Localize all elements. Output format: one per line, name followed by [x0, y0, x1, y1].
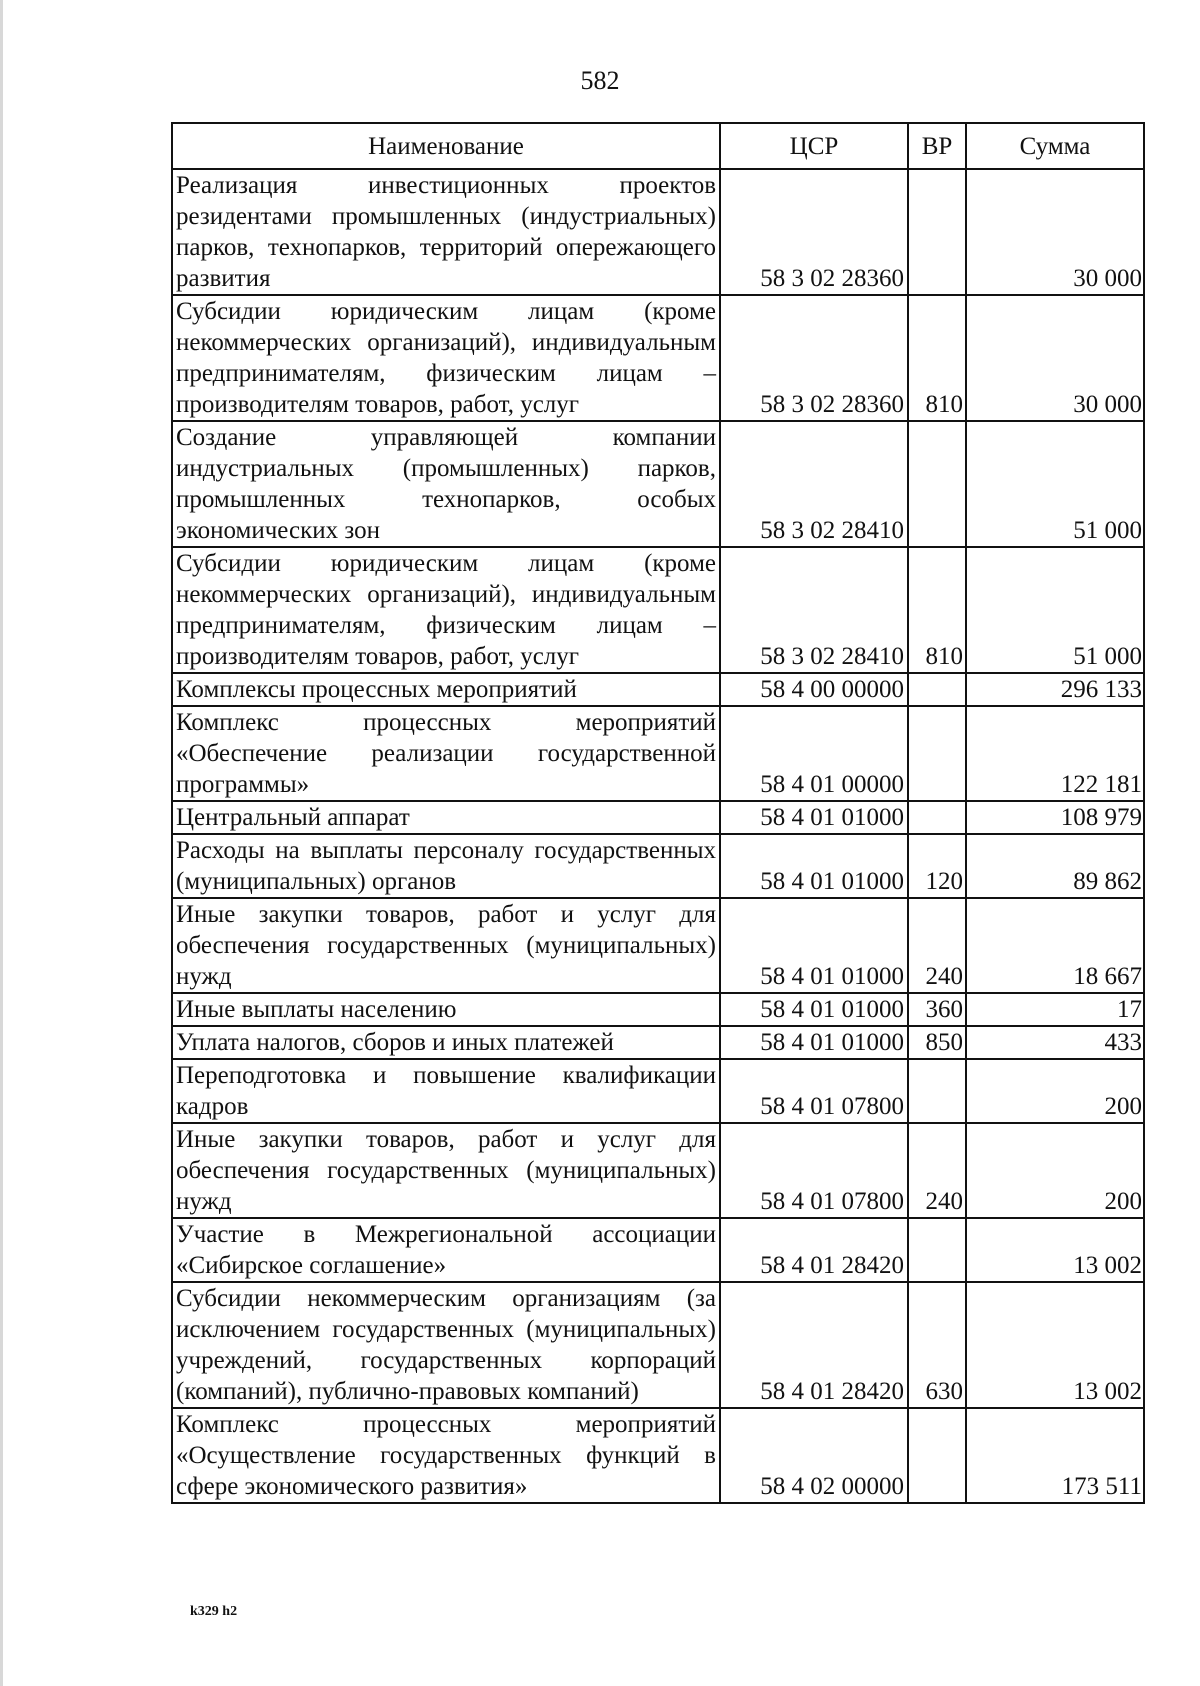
cell-name: Субсидии некоммерческим организациям (за исключением государственных (муниципальных) учреждений, государственных корпораций (компаний), публично-правовых компаний) [172, 1282, 720, 1408]
cell-sum: 108 979 [966, 801, 1144, 834]
cell-csr: 58 4 01 00000 [720, 706, 908, 801]
cell-name: Комплекс процессных мероприятий «Обеспечение реализации государственной программы» [172, 706, 720, 801]
table-row [172, 421, 1144, 547]
table-header-row [172, 123, 1144, 169]
table-row [172, 1408, 1144, 1503]
cell-csr: 58 4 01 28420 [720, 1282, 908, 1408]
cell-sum: 200 [966, 1059, 1144, 1123]
cell-vr: 240 [908, 898, 966, 993]
cell-name: Иные закупки товаров, работ и услуг для обеспечения государственных (муниципальных) нужд [172, 898, 720, 993]
cell-sum: 51 000 [966, 421, 1144, 547]
table-row [172, 898, 1144, 993]
cell-csr: 58 4 01 01000 [720, 834, 908, 898]
cell-sum: 30 000 [966, 295, 1144, 421]
table-row [172, 993, 1144, 1026]
table-row [172, 673, 1144, 706]
cell-vr: 360 [908, 993, 966, 1026]
cell-csr: 58 4 01 01000 [720, 898, 908, 993]
table-row [172, 1059, 1144, 1123]
cell-vr [908, 421, 966, 547]
cell-sum: 17 [966, 993, 1144, 1026]
table-row [172, 1282, 1144, 1408]
cell-sum: 200 [966, 1123, 1144, 1218]
cell-csr: 58 3 02 28360 [720, 295, 908, 421]
cell-vr [908, 169, 966, 295]
cell-csr: 58 3 02 28360 [720, 169, 908, 295]
cell-csr: 58 4 00 00000 [720, 673, 908, 706]
cell-sum: 30 000 [966, 169, 1144, 295]
scan-edge [0, 0, 3, 1686]
table-row [172, 1218, 1144, 1282]
budget-table [171, 122, 1145, 1504]
cell-vr: 850 [908, 1026, 966, 1059]
cell-vr: 810 [908, 547, 966, 673]
cell-name: Переподготовка и повышение квалификации кадров [172, 1059, 720, 1123]
cell-name: Субсидии юридическим лицам (кроме некоммерческих организаций), индивидуальным предпринимателям, физическим лицам – производителям товаров, работ, услуг [172, 547, 720, 673]
table-row [172, 1123, 1144, 1218]
cell-sum: 13 002 [966, 1218, 1144, 1282]
cell-vr [908, 673, 966, 706]
header-name: Наименование [172, 123, 720, 169]
cell-name: Уплата налогов, сборов и иных платежей [172, 1026, 720, 1059]
cell-name: Иные закупки товаров, работ и услуг для обеспечения государственных (муниципальных) нужд [172, 1123, 720, 1218]
cell-name: Иные выплаты населению [172, 993, 720, 1026]
cell-name: Центральный аппарат [172, 801, 720, 834]
table-row [172, 547, 1144, 673]
cell-csr: 58 4 01 01000 [720, 1026, 908, 1059]
cell-sum: 13 002 [966, 1282, 1144, 1408]
cell-csr: 58 3 02 28410 [720, 421, 908, 547]
cell-name: Реализация инвестиционных проектов резидентами промышленных (индустриальных) парков, технопарков, территорий опережающего развития [172, 169, 720, 295]
cell-vr [908, 801, 966, 834]
cell-vr: 240 [908, 1123, 966, 1218]
table-row [172, 1026, 1144, 1059]
table-row [172, 295, 1144, 421]
cell-name: Участие в Межрегиональной ассоциации «Сибирское соглашение» [172, 1218, 720, 1282]
cell-csr: 58 4 01 07800 [720, 1059, 908, 1123]
cell-sum: 433 [966, 1026, 1144, 1059]
cell-sum: 296 133 [966, 673, 1144, 706]
table-row [172, 801, 1144, 834]
cell-name: Расходы на выплаты персоналу государственных (муниципальных) органов [172, 834, 720, 898]
table-row [172, 834, 1144, 898]
cell-csr: 58 4 02 00000 [720, 1408, 908, 1503]
table-row [172, 169, 1144, 295]
table-row [172, 706, 1144, 801]
cell-vr: 810 [908, 295, 966, 421]
cell-sum: 122 181 [966, 706, 1144, 801]
cell-vr [908, 1218, 966, 1282]
budget-table-container [171, 122, 1143, 1504]
footer-code: k329 h2 [190, 1604, 238, 1619]
cell-name: Комплекс процессных мероприятий «Осуществление государственных функций в сфере экономического развития» [172, 1408, 720, 1503]
page-number: 582 [580, 66, 620, 95]
cell-sum: 18 667 [966, 898, 1144, 993]
header-vr: ВР [908, 123, 966, 169]
header-sum: Сумма [966, 123, 1144, 169]
cell-sum: 89 862 [966, 834, 1144, 898]
cell-sum: 51 000 [966, 547, 1144, 673]
cell-vr [908, 1408, 966, 1503]
cell-csr: 58 3 02 28410 [720, 547, 908, 673]
header-csr: ЦСР [720, 123, 908, 169]
cell-vr [908, 706, 966, 801]
cell-csr: 58 4 01 01000 [720, 993, 908, 1026]
cell-vr: 630 [908, 1282, 966, 1408]
cell-name: Субсидии юридическим лицам (кроме некоммерческих организаций), индивидуальным предпринимателям, физическим лицам – производителям товаров, работ, услуг [172, 295, 720, 421]
cell-csr: 58 4 01 07800 [720, 1123, 908, 1218]
cell-vr: 120 [908, 834, 966, 898]
cell-name: Комплексы процессных мероприятий [172, 673, 720, 706]
cell-csr: 58 4 01 28420 [720, 1218, 908, 1282]
cell-csr: 58 4 01 01000 [720, 801, 908, 834]
cell-name: Создание управляющей компании индустриальных (промышленных) парков, промышленных технопарков, особых экономических зон [172, 421, 720, 547]
cell-sum: 173 511 [966, 1408, 1144, 1503]
cell-vr [908, 1059, 966, 1123]
table-body [172, 169, 1144, 1503]
